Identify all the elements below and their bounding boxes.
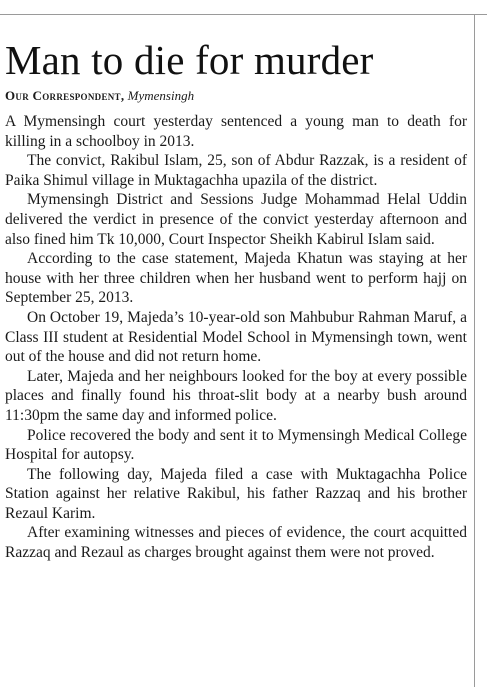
paragraph: A Mymensingh court yesterday sentenced a young man to death for killing in a schoolboy in 2013.	[5, 113, 467, 150]
paragraph: After examining witnesses and pieces of evidence, the court acquitted Razzaq and Rezaul as charges brought against them were not proved.	[5, 524, 467, 562]
paragraph: Later, Majeda and her neighbours looked for the boy at every possible places and finally found his throat-slit body at a nearby bush around 11:30pm the same day and informed police.	[5, 367, 467, 424]
paragraph: The convict, Rakibul Islam, 25, son of Abdur Razzak, is a resident of Paika Shimul village in Muktagachha upazila of the district.	[5, 152, 467, 189]
paragraph: The following day, Majeda filed a case with Muktagachha Police Station against her relative Rakibul, his father Razzaq and his brother Rezaul Karim.	[5, 465, 467, 522]
column-rule	[474, 14, 475, 687]
paragraph: On October 19, Majeda’s 10-year-old son Mahbubur Rahman Maruf, a Class III student at Residential Model School in Mymensingh town, went out of the house and did not return home.	[5, 308, 467, 366]
byline-location: Mymensingh	[127, 88, 195, 103]
paragraph: Mymensingh District and Sessions Judge Mohammad Helal Uddin delivered the verdict in presence of the convict yesterday afternoon and also fined him Tk 10,000, Court Inspector Sheikh Kabirul Islam said.	[5, 191, 467, 248]
top-rule	[0, 14, 487, 15]
headline: Man to die for murder	[5, 37, 374, 83]
paragraph: According to the case statement, Majeda Khatun was staying at her house with her three children when her husband went to perform hajj on September 25, 2013.	[5, 250, 467, 307]
byline-author: Our Correspondent,	[5, 88, 125, 103]
article-body	[5, 112, 467, 563]
news-article	[5, 36, 467, 563]
paragraph: Police recovered the body and sent it to Mymensingh Medical College Hospital for autopsy.	[5, 426, 467, 464]
byline	[5, 88, 467, 104]
